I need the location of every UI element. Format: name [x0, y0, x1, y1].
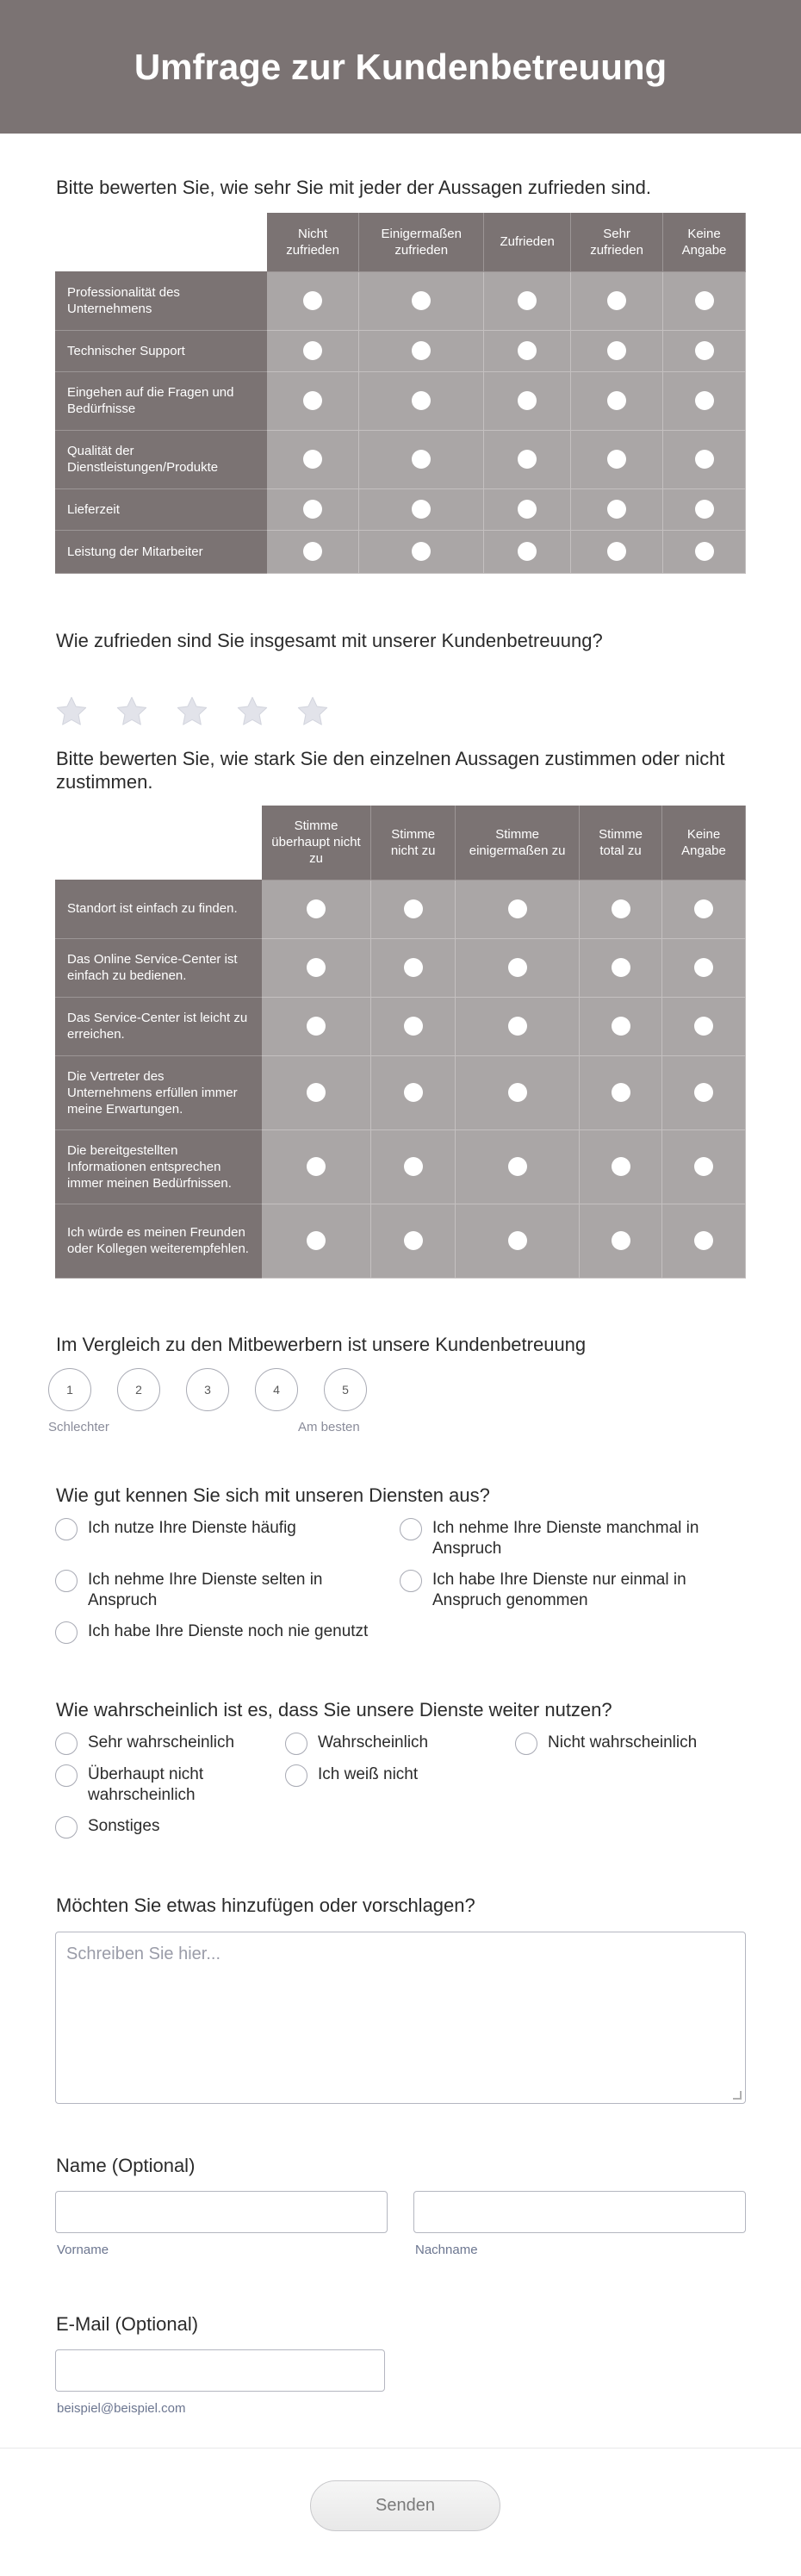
- radio-button[interactable]: [55, 1816, 78, 1839]
- matrix-radio[interactable]: [404, 1157, 423, 1176]
- scale-option-3[interactable]: 3: [186, 1368, 229, 1411]
- radio-button[interactable]: [55, 1621, 78, 1644]
- matrix-radio[interactable]: [695, 450, 714, 469]
- matrix-radio[interactable]: [518, 291, 537, 310]
- matrix-cell: [580, 1204, 662, 1278]
- matrix-radio[interactable]: [612, 1157, 630, 1176]
- radio-button[interactable]: [400, 1518, 422, 1540]
- matrix-cell: [662, 997, 746, 1055]
- matrix-cell: [484, 271, 571, 330]
- matrix-radio[interactable]: [303, 341, 322, 360]
- form-header: [0, 0, 801, 134]
- matrix-radio[interactable]: [695, 391, 714, 410]
- matrix-row-label: Ich würde es meinen Freunden oder Kollegen weiterempfehlen.: [55, 1204, 262, 1278]
- matrix-radio[interactable]: [404, 1083, 423, 1102]
- option-label: Überhaupt nicht wahrscheinlich: [88, 1765, 204, 1804]
- q6-option[interactable]: [285, 1733, 509, 1755]
- matrix-cell: [456, 938, 580, 997]
- option-label: Ich weiß nicht: [318, 1765, 419, 1783]
- agreement-matrix: [55, 806, 746, 1279]
- radio-button[interactable]: [55, 1733, 78, 1755]
- email-hint: beispiel@beispiel.com: [57, 2401, 186, 2416]
- matrix-radio[interactable]: [607, 542, 626, 561]
- matrix-radio[interactable]: [694, 1231, 713, 1250]
- matrix-cell: [571, 430, 663, 488]
- matrix-cell: [456, 1204, 580, 1278]
- matrix-radio[interactable]: [607, 500, 626, 519]
- matrix-radio[interactable]: [307, 1083, 326, 1102]
- matrix-radio[interactable]: [508, 958, 527, 977]
- matrix-cell: [663, 271, 746, 330]
- matrix-cell: [484, 430, 571, 488]
- matrix-column-header: Einigermaßen zufrieden: [359, 213, 484, 271]
- radio-button[interactable]: [400, 1570, 422, 1592]
- radio-button[interactable]: [515, 1733, 537, 1755]
- matrix-cell: [662, 1204, 746, 1278]
- scale-option-5[interactable]: 5: [324, 1368, 367, 1411]
- q1-title: Bitte bewerten Sie, wie sehr Sie mit jeder der Aussagen zufrieden sind.: [56, 177, 651, 198]
- submit-label: Senden: [376, 2496, 435, 2515]
- matrix-cell: [359, 530, 484, 573]
- matrix-row-label: Lieferzeit: [55, 488, 267, 530]
- matrix-row-label: Das Online Service-Center ist einfach zu bedienen.: [55, 938, 262, 997]
- email-title: E-Mail (Optional): [56, 2313, 199, 2335]
- matrix-radio[interactable]: [607, 341, 626, 360]
- matrix-cell: [580, 1055, 662, 1129]
- option-label: Nicht wahrscheinlich: [548, 1733, 698, 1752]
- name-title: Name (Optional): [56, 2155, 196, 2176]
- matrix-cell: [663, 530, 746, 573]
- matrix-radio[interactable]: [307, 958, 326, 977]
- comparison-scale: [48, 1368, 367, 1411]
- option-label: Ich nutze Ihre Dienste häufig: [88, 1519, 296, 1537]
- matrix-radio[interactable]: [412, 291, 431, 310]
- matrix-cell: [580, 880, 662, 938]
- matrix-radio[interactable]: [303, 542, 322, 561]
- q5-option[interactable]: [55, 1518, 382, 1540]
- matrix-radio[interactable]: [303, 391, 322, 410]
- q6-option[interactable]: [55, 1816, 279, 1839]
- matrix-radio[interactable]: [508, 1231, 527, 1250]
- matrix-cell: [267, 271, 359, 330]
- matrix-radio[interactable]: [307, 899, 326, 918]
- matrix-row: [55, 1055, 746, 1129]
- textarea-placeholder: Schreiben Sie hier...: [66, 1944, 220, 1963]
- submit-button[interactable]: [310, 2480, 500, 2531]
- matrix-radio[interactable]: [695, 291, 714, 310]
- form-title: Umfrage zur Kundenbetreuung: [134, 46, 668, 87]
- star-icon[interactable]: [174, 694, 210, 730]
- q5-option[interactable]: [400, 1570, 744, 1611]
- matrix-radio[interactable]: [508, 899, 527, 918]
- matrix-radio[interactable]: [612, 1083, 630, 1102]
- matrix-column-header: Zufrieden: [484, 213, 571, 271]
- matrix-row-label: Die Vertreter des Unternehmens erfüllen immer meine Erwartungen.: [55, 1055, 262, 1129]
- matrix-cell: [371, 997, 456, 1055]
- matrix-radio[interactable]: [694, 958, 713, 977]
- matrix-cell: [663, 488, 746, 530]
- matrix-radio[interactable]: [607, 450, 626, 469]
- matrix-cell: [359, 271, 484, 330]
- matrix-cell: [371, 1204, 456, 1278]
- matrix-cell: [662, 938, 746, 997]
- matrix-radio[interactable]: [303, 500, 322, 519]
- matrix-radio[interactable]: [518, 391, 537, 410]
- matrix-column-header: Keine Angabe: [663, 213, 746, 271]
- matrix-row: [55, 330, 746, 371]
- q6-option[interactable]: [55, 1733, 279, 1755]
- matrix-cell: [262, 997, 371, 1055]
- matrix-column-header: Nicht zufrieden: [267, 213, 359, 271]
- matrix-radio[interactable]: [695, 341, 714, 360]
- matrix-cell: [571, 530, 663, 573]
- matrix-radio[interactable]: [607, 291, 626, 310]
- matrix-cell: [371, 880, 456, 938]
- matrix-cell: [267, 430, 359, 488]
- matrix-cell: [484, 488, 571, 530]
- matrix-cell: [359, 430, 484, 488]
- matrix-radio[interactable]: [412, 500, 431, 519]
- scale-low-label: Schlechter: [48, 1420, 109, 1434]
- matrix-row-label: Technischer Support: [55, 330, 267, 371]
- q5-option[interactable]: [400, 1518, 744, 1559]
- matrix-radio[interactable]: [412, 542, 431, 561]
- matrix-row-label: Das Service-Center ist leicht zu erreichen.: [55, 997, 262, 1055]
- last-name-input[interactable]: [413, 2191, 746, 2233]
- matrix-cell: [262, 938, 371, 997]
- matrix-row: [55, 938, 746, 997]
- matrix-radio[interactable]: [612, 1017, 630, 1036]
- first-name-label: Vorname: [57, 2243, 109, 2257]
- q2-title: Wie zufrieden sind Sie insgesamt mit unserer Kundenbetreuung?: [56, 630, 603, 651]
- matrix-radio[interactable]: [404, 958, 423, 977]
- matrix-row: [55, 430, 746, 488]
- matrix-cell: [663, 330, 746, 371]
- matrix-radio[interactable]: [694, 1083, 713, 1102]
- option-label: Wahrscheinlich: [318, 1733, 429, 1752]
- matrix-radio[interactable]: [518, 450, 537, 469]
- matrix-row-label: Leistung der Mitarbeiter: [55, 530, 267, 573]
- matrix-cell: [456, 997, 580, 1055]
- matrix-radio[interactable]: [404, 899, 423, 918]
- matrix-row-label: Eingehen auf die Fragen und Bedürfnisse: [55, 371, 267, 430]
- option-label: Ich nehme Ihre Dienste manchmal in Anspruch: [432, 1519, 699, 1558]
- matrix-cell: [484, 330, 571, 371]
- matrix-row: [55, 1204, 746, 1278]
- matrix-radio[interactable]: [695, 542, 714, 561]
- radio-button[interactable]: [55, 1570, 78, 1592]
- matrix-column-header: Sehr zufrieden: [571, 213, 663, 271]
- matrix-row-label: Die bereitgestellten Informationen entsprechen immer meinen Bedürfnissen.: [55, 1129, 262, 1204]
- matrix-cell: [571, 371, 663, 430]
- q7-title: Möchten Sie etwas hinzufügen oder vorschlagen?: [56, 1895, 475, 1916]
- matrix-column-header: Stimme total zu: [580, 806, 662, 880]
- matrix-row: [55, 371, 746, 430]
- matrix-cell: [456, 1055, 580, 1129]
- matrix-column-header: Stimme einigermaßen zu: [456, 806, 580, 880]
- matrix-cell: [663, 371, 746, 430]
- last-name-label: Nachname: [415, 2243, 478, 2257]
- matrix-column-header: Keine Angabe: [662, 806, 746, 880]
- matrix-cell: [262, 1129, 371, 1204]
- matrix-radio[interactable]: [612, 1231, 630, 1250]
- star-icon[interactable]: [295, 694, 331, 730]
- q6-title: Wie wahrscheinlich ist es, dass Sie unsere Dienste weiter nutzen?: [56, 1699, 612, 1720]
- matrix-radio[interactable]: [612, 899, 630, 918]
- matrix-radio[interactable]: [694, 1157, 713, 1176]
- q4-title: Im Vergleich zu den Mitbewerbern ist unsere Kundenbetreuung: [56, 1334, 587, 1355]
- matrix-row: [55, 488, 746, 530]
- matrix-cell: [484, 371, 571, 430]
- star-icon[interactable]: [114, 694, 150, 730]
- matrix-radio[interactable]: [694, 899, 713, 918]
- matrix-column-header: Stimme überhaupt nicht zu: [262, 806, 371, 880]
- option-label: Ich habe Ihre Dienste noch nie genutzt: [88, 1622, 369, 1640]
- star-icon[interactable]: [234, 694, 270, 730]
- radio-button[interactable]: [55, 1764, 78, 1787]
- matrix-cell: [267, 530, 359, 573]
- scale-option-4[interactable]: 4: [255, 1368, 298, 1411]
- option-label: Sonstiges: [88, 1817, 160, 1835]
- matrix-cell: [662, 880, 746, 938]
- option-label: Sehr wahrscheinlich: [88, 1733, 235, 1752]
- q5-option[interactable]: [55, 1621, 486, 1644]
- matrix-radio[interactable]: [612, 958, 630, 977]
- matrix-corner: [55, 806, 262, 880]
- matrix-radio[interactable]: [518, 542, 537, 561]
- radio-button[interactable]: [285, 1764, 307, 1787]
- matrix-radio[interactable]: [607, 391, 626, 410]
- star-icon[interactable]: [53, 694, 90, 730]
- matrix-cell: [571, 488, 663, 530]
- q5-option[interactable]: [55, 1570, 382, 1611]
- satisfaction-matrix: [55, 213, 746, 574]
- matrix-radio[interactable]: [508, 1017, 527, 1036]
- q5-title: Wie gut kennen Sie sich mit unseren Diensten aus?: [56, 1484, 490, 1506]
- matrix-cell: [262, 1204, 371, 1278]
- matrix-cell: [571, 330, 663, 371]
- matrix-row-label: Qualität der Dienstleistungen/Produkte: [55, 430, 267, 488]
- q3-title: Bitte bewerten Sie, wie stark Sie den einzelnen Aussagen zustimmen oder nicht zustimmen.: [56, 748, 725, 793]
- matrix-radio[interactable]: [307, 1231, 326, 1250]
- matrix-cell: [662, 1055, 746, 1129]
- matrix-cell: [484, 530, 571, 573]
- matrix-row-label: Standort ist einfach zu finden.: [55, 880, 262, 938]
- matrix-row: [55, 880, 746, 938]
- matrix-cell: [262, 1055, 371, 1129]
- matrix-cell: [371, 938, 456, 997]
- matrix-cell: [359, 488, 484, 530]
- matrix-radio[interactable]: [307, 1157, 326, 1176]
- matrix-cell: [456, 1129, 580, 1204]
- matrix-cell: [580, 997, 662, 1055]
- matrix-cell: [267, 488, 359, 530]
- matrix-cell: [262, 880, 371, 938]
- matrix-radio[interactable]: [412, 450, 431, 469]
- matrix-row-label: Professionalität des Unternehmens: [55, 271, 267, 330]
- matrix-cell: [359, 330, 484, 371]
- option-label: Ich nehme Ihre Dienste selten in Anspruch: [88, 1571, 323, 1609]
- email-input[interactable]: [55, 2349, 385, 2392]
- scale-option-2[interactable]: 2: [117, 1368, 160, 1411]
- matrix-radio[interactable]: [303, 450, 322, 469]
- matrix-column-header: Stimme nicht zu: [371, 806, 456, 880]
- matrix-cell: [663, 430, 746, 488]
- matrix-cell: [267, 371, 359, 430]
- radio-button[interactable]: [55, 1518, 78, 1540]
- matrix-cell: [359, 371, 484, 430]
- matrix-radio[interactable]: [412, 341, 431, 360]
- q6-option[interactable]: [285, 1764, 509, 1787]
- suggestion-textarea[interactable]: [55, 1932, 746, 2104]
- matrix-radio[interactable]: [508, 1083, 527, 1102]
- matrix-radio[interactable]: [694, 1017, 713, 1036]
- first-name-input[interactable]: [55, 2191, 388, 2233]
- q6-option[interactable]: [515, 1733, 739, 1755]
- matrix-row: [55, 530, 746, 573]
- matrix-cell: [580, 938, 662, 997]
- radio-button[interactable]: [285, 1733, 307, 1755]
- matrix-radio[interactable]: [307, 1017, 326, 1036]
- matrix-radio[interactable]: [518, 500, 537, 519]
- matrix-cell: [662, 1129, 746, 1204]
- scale-option-1[interactable]: 1: [48, 1368, 91, 1411]
- matrix-row: [55, 997, 746, 1055]
- matrix-radio[interactable]: [404, 1231, 423, 1250]
- matrix-radio[interactable]: [508, 1157, 527, 1176]
- matrix-cell: [456, 880, 580, 938]
- resize-handle-icon[interactable]: [733, 2091, 742, 2100]
- matrix-row: [55, 271, 746, 330]
- matrix-cell: [371, 1129, 456, 1204]
- q6-option[interactable]: [55, 1764, 270, 1806]
- matrix-cell: [571, 271, 663, 330]
- star-rating: [53, 694, 331, 730]
- matrix-radio[interactable]: [518, 341, 537, 360]
- option-label: Ich habe Ihre Dienste nur einmal in Anspruch genommen: [432, 1571, 686, 1609]
- matrix-cell: [580, 1129, 662, 1204]
- matrix-radio[interactable]: [412, 391, 431, 410]
- matrix-radio[interactable]: [303, 291, 322, 310]
- matrix-cell: [371, 1055, 456, 1129]
- matrix-radio[interactable]: [695, 500, 714, 519]
- matrix-corner: [55, 213, 267, 271]
- scale-high-label: Am besten: [298, 1420, 360, 1434]
- matrix-cell: [267, 330, 359, 371]
- matrix-radio[interactable]: [404, 1017, 423, 1036]
- matrix-row: [55, 1129, 746, 1204]
